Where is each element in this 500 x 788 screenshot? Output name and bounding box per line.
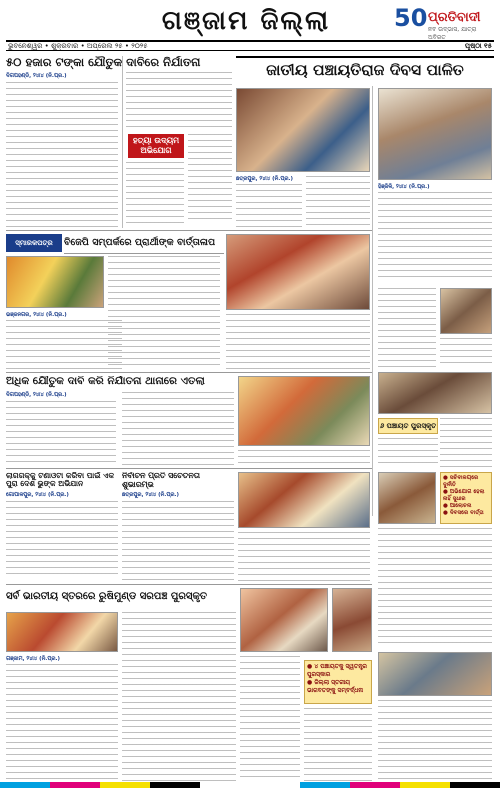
photo-secretariat-meeting bbox=[378, 472, 436, 524]
headline: ଲାଗଗକ୍କୁ ଟଣାଓଟା କରିବା ପାଇଁ ଏକ ପୁରା ଦେଶ ଭୁଙ୍କ ଅଭିଯାନ bbox=[6, 472, 115, 489]
headline: ନିର୍ବାଚନ ପ୍ରତି ସଚେତନତା ଶୁଭାରମ୍ଭ bbox=[122, 472, 200, 489]
body-text bbox=[378, 288, 436, 368]
logo-name: ପ୍ରତିବାଦୀ bbox=[428, 10, 481, 25]
byline: ହିଞ୍ଜିଳି, ୨୪ା୪ (ନି.ପ୍ର.) bbox=[378, 184, 430, 190]
byline: ଦିଗପହଣ୍ଡି, ୨୪ା୪ (ନି.ପ୍ର.) bbox=[6, 72, 67, 79]
box-headline: ୬ ପଞ୍ଚାୟତ ପୁରସ୍କୃତ bbox=[379, 422, 437, 430]
date-text: ଭୁବନେଶ୍ୱର • ଶୁକ୍ରବାର • ଅପ୍ରେଲ ୨୫ • ୨୦୨୫ bbox=[8, 42, 148, 50]
byline: ଛତ୍ରପୁର, ୨୪ା୪ (ନି.ପ୍ର.) bbox=[236, 176, 293, 182]
photo-panchayat-event-2 bbox=[378, 88, 492, 180]
body-text bbox=[440, 338, 492, 368]
newspaper-logo bbox=[394, 4, 494, 41]
byline: ଗୋପାଳପୁର, ୨୪ା୪ (ନି.ପ୍ର.) bbox=[6, 491, 69, 498]
byline: ଛତ୍ରପୁର, ୨୪ା୪ (ନି.ପ୍ର.) bbox=[122, 492, 179, 499]
body-text bbox=[236, 184, 302, 228]
story-sarpanch-award bbox=[6, 588, 238, 610]
box-line: ● ଦିବସରେ ବାର୍ତ୍ତା bbox=[443, 510, 484, 516]
body-text bbox=[440, 418, 492, 468]
anniversary-number: 50 bbox=[394, 4, 428, 32]
photo-officials bbox=[440, 288, 492, 334]
registration-bar bbox=[0, 782, 500, 788]
photo-bjp-meeting bbox=[6, 256, 104, 308]
body-text bbox=[238, 450, 370, 466]
box-line: ● ଜିଲ୍ଲା ସ୍ତରୀୟ bbox=[307, 679, 351, 686]
body-text bbox=[126, 162, 184, 224]
story-panchayati-raj-day bbox=[236, 56, 494, 84]
logo-tagline: ନବ ଉଦ୍ଭାସ, ଯାତ୍ରା ଅବିରତ bbox=[428, 26, 477, 41]
body-text bbox=[304, 708, 372, 782]
body-text bbox=[6, 501, 118, 575]
body-text bbox=[378, 192, 492, 282]
box-line: ● ସଚିବାଳୟରେ ଦୁର୍ନୀତି bbox=[443, 475, 479, 488]
headline: ଅଧିକ ଯୌତୁକ ଦାବି କରି ନିର୍ଯାତନା ଥାନାରେ ଏତଲା bbox=[6, 376, 205, 387]
photo-award-ceremony bbox=[240, 588, 328, 652]
story-box-six-panchayat bbox=[378, 418, 438, 434]
tag-memorandum bbox=[6, 234, 62, 252]
body-text bbox=[6, 82, 118, 228]
photo-street-event bbox=[378, 652, 492, 696]
byline: ଦିଗପହଣ୍ଡି, ୨୪ା୪ (ନି.ପ୍ର.) bbox=[6, 391, 67, 398]
box-line: ଭାଗବତଙ୍କୁ ସମ୍ବର୍ଦ୍ଧନା bbox=[307, 687, 364, 694]
story-election-awareness bbox=[122, 472, 234, 582]
body-text bbox=[226, 314, 370, 370]
body-text bbox=[238, 532, 370, 582]
body-text bbox=[122, 612, 236, 782]
photo-gathering bbox=[238, 376, 370, 446]
body-text bbox=[378, 438, 438, 468]
body-text bbox=[240, 656, 300, 782]
photo-awardee bbox=[332, 588, 372, 652]
headline: ୫୦ ହଜାର ଟଙ୍କା ଯୌତୁକ ଦାବିରେ ନିର୍ଯାତନା bbox=[6, 56, 201, 69]
body-text bbox=[126, 72, 232, 132]
byline: ଗଞ୍ଜାମ, ୨୪ା୪ (ନି.ପ୍ର.) bbox=[6, 656, 60, 662]
story-bjp-candidate bbox=[64, 234, 224, 254]
tag-label: ସ୍ମାରକପତ୍ର bbox=[15, 239, 53, 247]
story-campaign bbox=[6, 472, 118, 582]
body-text bbox=[378, 528, 492, 648]
body-text bbox=[122, 392, 234, 466]
story-box-murder-attempt bbox=[128, 134, 184, 158]
body-text bbox=[306, 176, 370, 228]
photo-dignitaries-stage bbox=[226, 234, 370, 310]
body-text bbox=[378, 700, 492, 782]
photo-awareness-rally bbox=[238, 472, 370, 528]
body-text bbox=[6, 320, 122, 370]
box-line: ● ଅଭିଯୋଗ ହେଲା ନାହିଁ ସୁଧାର bbox=[443, 489, 485, 502]
headline: ଜାତୀୟ ପଞ୍ଚାୟତିରାଜ ଦିବସ ପାଳିତ bbox=[266, 61, 464, 79]
body-text bbox=[6, 401, 116, 466]
headline: ସର୍ବ ଭାରତୀୟ ସ୍ତରରେ ରୁଷିମୁଣ୍ଡ ସରପଞ୍ଚ ପୁରସ୍କୃତ bbox=[6, 591, 207, 602]
box-line: ● ୪ ପଞ୍ଚାୟତକୁ ସ୍ୱତନ୍ତ୍ର ପୁରସ୍କାର bbox=[307, 663, 367, 678]
box-headline: ହତ୍ୟା ଉଦ୍ୟମ ଅଭିଯୋଗ bbox=[132, 136, 180, 155]
headline: ବିଜେପି ସମ୍ପର୍କରେ ପ୍ରାର୍ଥୀଙ୍କ ବାର୍ତ୍ତାଳାପ bbox=[64, 237, 216, 248]
body-text bbox=[188, 134, 232, 224]
page-title: ଗଞ୍ଜାମ ଜିଲ୍ଲା bbox=[161, 6, 331, 36]
page-number: ପୃଷ୍ଠା ୧୫ bbox=[464, 42, 492, 50]
masthead bbox=[6, 4, 494, 41]
photo-panchayat-event-1 bbox=[236, 88, 370, 172]
photo-award-group bbox=[378, 372, 492, 414]
body-text bbox=[6, 664, 118, 782]
body-text bbox=[122, 501, 234, 582]
body-text bbox=[108, 256, 220, 370]
story-box-special-award bbox=[304, 660, 372, 704]
photo-sarpanch bbox=[6, 612, 118, 652]
byline: ଭଞ୍ଜନଗର, ୨୪ା୪ (ନି.ପ୍ର.) bbox=[6, 312, 67, 318]
story-box-secretariat bbox=[440, 472, 492, 524]
dateline bbox=[6, 40, 494, 51]
box-line: ● ଆଲୋଚନା bbox=[443, 503, 472, 509]
